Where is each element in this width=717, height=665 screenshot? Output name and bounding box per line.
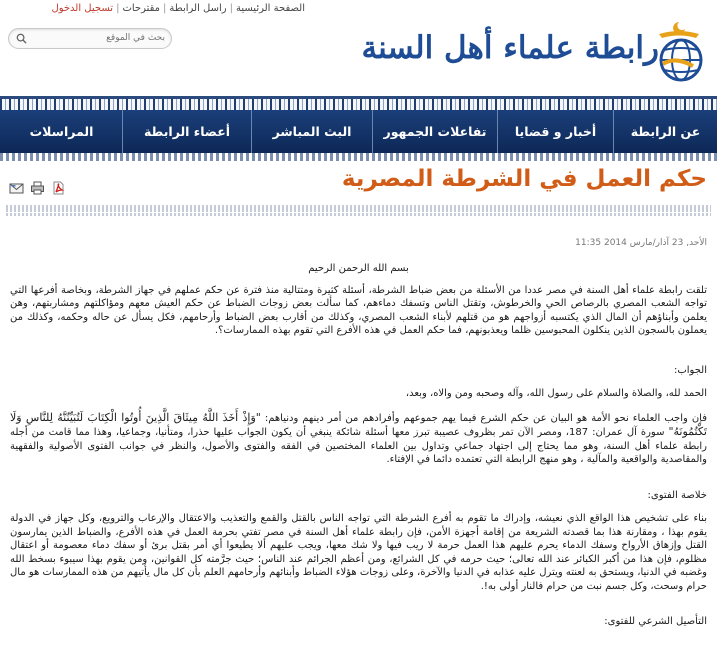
nav-divider (497, 110, 498, 153)
spacer (10, 338, 707, 364)
search-icon[interactable] (16, 33, 27, 44)
search-input[interactable] (33, 31, 165, 45)
article-tools (9, 181, 66, 195)
nav-news[interactable]: أخبار و قضايا (514, 124, 597, 139)
answer-text-end: سورة آل عمران: 187، ومصر الآن تمر بظروف عصيبة تبرز معها أسئلة شائكة ينبغي أن يكون الجواب عليها حذرا، ومتأنيا، وجماعيا، وهذا مما قامت من أجله رابطة علماء أهل السنة، وهو مما يحتاج إلى اجتهاد جماعي وتداول بين العلماء المختصين في الفقه والفتوى والأصول، والنظر في جوانب الفتوى الأصولية والفقهية والمقاصدية والواقعية والمآلية ، وهو منهج الرابطة التي تعتمده دائما في الإفتاء. (10, 427, 707, 465)
nav-divider (372, 110, 373, 153)
pdf-icon[interactable] (51, 181, 66, 195)
spacer (10, 467, 707, 489)
quran-verse: "وَإِذْ أَخَذَ اللَّهُ مِيثَاقَ الَّذِينَ أُوتُوا الْكِتَابَ لَتُبَيِّنُنَّهُ لِلنَّاسِ وَلَا تَكْتُمُونَهُ" (10, 410, 707, 438)
separator: | (163, 3, 167, 14)
site-logo[interactable] (361, 6, 709, 92)
spacer (10, 593, 707, 615)
summary-paragraph: بناء على تشخيص هذا الواقع الذي نعيشه، وإدراك ما تقوم به أفرع الشرطة التي تواجه الناس بالقتل والقمع والتعذيب والاعتقال والإرعاب والترويع، وكل جهاز في الدولة يقوم بهذا ، ومقارنة هذا بما قصدته الشريعة من إقامة أجهزة الأمن، فإن رابطة علماء أهل السنة في مصر تفتي بحرمة العمل في هذه الأفرع، والضباط الذين يمارسون القتل وإزهاق الأرواح وسفك الدماء يحرم عليهم هذا العمل حرمة لا ريب فيها ولا شك معها، ويجب عليهم ألا يطيعوا أي أمر بقتل برئ أو سفك دماء معصومة أو اعتقال مظلوم، فإن هذا من أكبر الكبائر عند الله تعالى؛ حيث حرمه في كل الشرائع، ومن أعظم الجرائم عند الناس؛ حيث جرَّمته كل القوانين، ومن يقوم بهذا سيبوء بسخط الله وغضبه في الدنيا، ويستحق به لعنته ويترل عليه عذابه في الدنيا والآخرة، وعلى زوجات هؤلاء الضباط وأبنائهم وأرحامهم العلم بأن كل مال يأتيهم من هذه الممارسات هو مال حرام وسحت، وكل جسم نبت من حرام فالنار أولى به!. (10, 513, 707, 592)
email-icon[interactable] (9, 181, 24, 195)
top-links (51, 3, 305, 14)
search-box[interactable] (8, 28, 172, 49)
answer-heading: الجواب: (673, 364, 707, 376)
article-date: الأحد, 23 آذار/مارس 2014 11:35 (575, 238, 707, 248)
spacer (10, 401, 707, 411)
answer-text-start: فإن واجب العلماء نحو الأمة هو البيان عن حكم الشرع فيما يهم جموعهم وأفرادهم من أمر دينهم ودنياهم: (260, 412, 708, 424)
main-nav (0, 110, 717, 153)
article-body (10, 262, 707, 629)
nav-divider (613, 110, 614, 153)
decorative-band-lower (0, 153, 717, 161)
title-divider (6, 205, 711, 212)
nav-members[interactable]: أعضاء الرابطة (143, 124, 231, 139)
bismillah: بسم الله الرحمن الرحيم (308, 263, 409, 274)
footer-heading: التأصيل الشرعي للفتوى: (604, 616, 707, 627)
nav-correspondence[interactable]: المراسلات (29, 124, 94, 139)
praise-paragraph: الحمد لله، والصلاة والسلام على رسول الله، وآله وصحبه ومن والاه، وبعد، (405, 388, 707, 399)
spacer (10, 502, 707, 512)
article-title: حكم العمل في الشرطة المصرية (341, 166, 707, 192)
nav-live[interactable]: البث المباشر (272, 124, 352, 139)
nav-divider (122, 110, 123, 153)
suggestions-link[interactable]: مقترحات (122, 3, 161, 14)
spacer (10, 377, 707, 387)
print-icon[interactable] (30, 181, 45, 195)
register-link[interactable]: تسجيل الدخول (51, 3, 114, 14)
answer-paragraph (10, 411, 707, 467)
nav-divider (251, 110, 252, 153)
separator: | (116, 3, 120, 14)
nav-audience[interactable]: تفاعلات الجمهور (383, 124, 487, 139)
question-paragraph: تلقت رابطة علماء أهل السنة في مصر عددا من الأسئلة من بعض ضباط الشرطة، أسئلة كثيرة ومتتالية منذ فترة عن حكم عملهم في جهاز الشرطة، وبخاصة أفرعها التي تواجه الشعب المصري بالرصاص الحي والخرطوش، وتقتل الناس وتسفك دماءهم، كما سألت بعض زوجات الضباط عن حكم العيش معهم ومؤاكلتهم ومشاربتهم، وهن يعلمن وأبناؤهم أن المال الذي يكتسبه أزواجهم هو من قتلهم لأبناء الشعب المصري، وكذلك من أقارب بعض الضباط وأرحامهم، فكل يسأل عن حاله وحكمه، وكذلك من يعملون بالسجون الذين ينكلون المحبوسين ظلما ويعذبونهم، فما حكم العمل في هذه الأفرع التي تقوم بهذه الممارسات؟. (10, 284, 707, 336)
contact-link[interactable]: راسل الرابطة (169, 3, 227, 14)
home-link[interactable]: الصفحة الرئيسية (236, 3, 305, 14)
separator: | (229, 3, 233, 14)
nav-about[interactable]: عن الرابطة (630, 124, 701, 139)
decorative-band (0, 96, 717, 110)
summary-heading: خلاصة الفتوى: (647, 489, 707, 501)
logo-text: رابطة علماء أهل السنة (361, 30, 659, 66)
